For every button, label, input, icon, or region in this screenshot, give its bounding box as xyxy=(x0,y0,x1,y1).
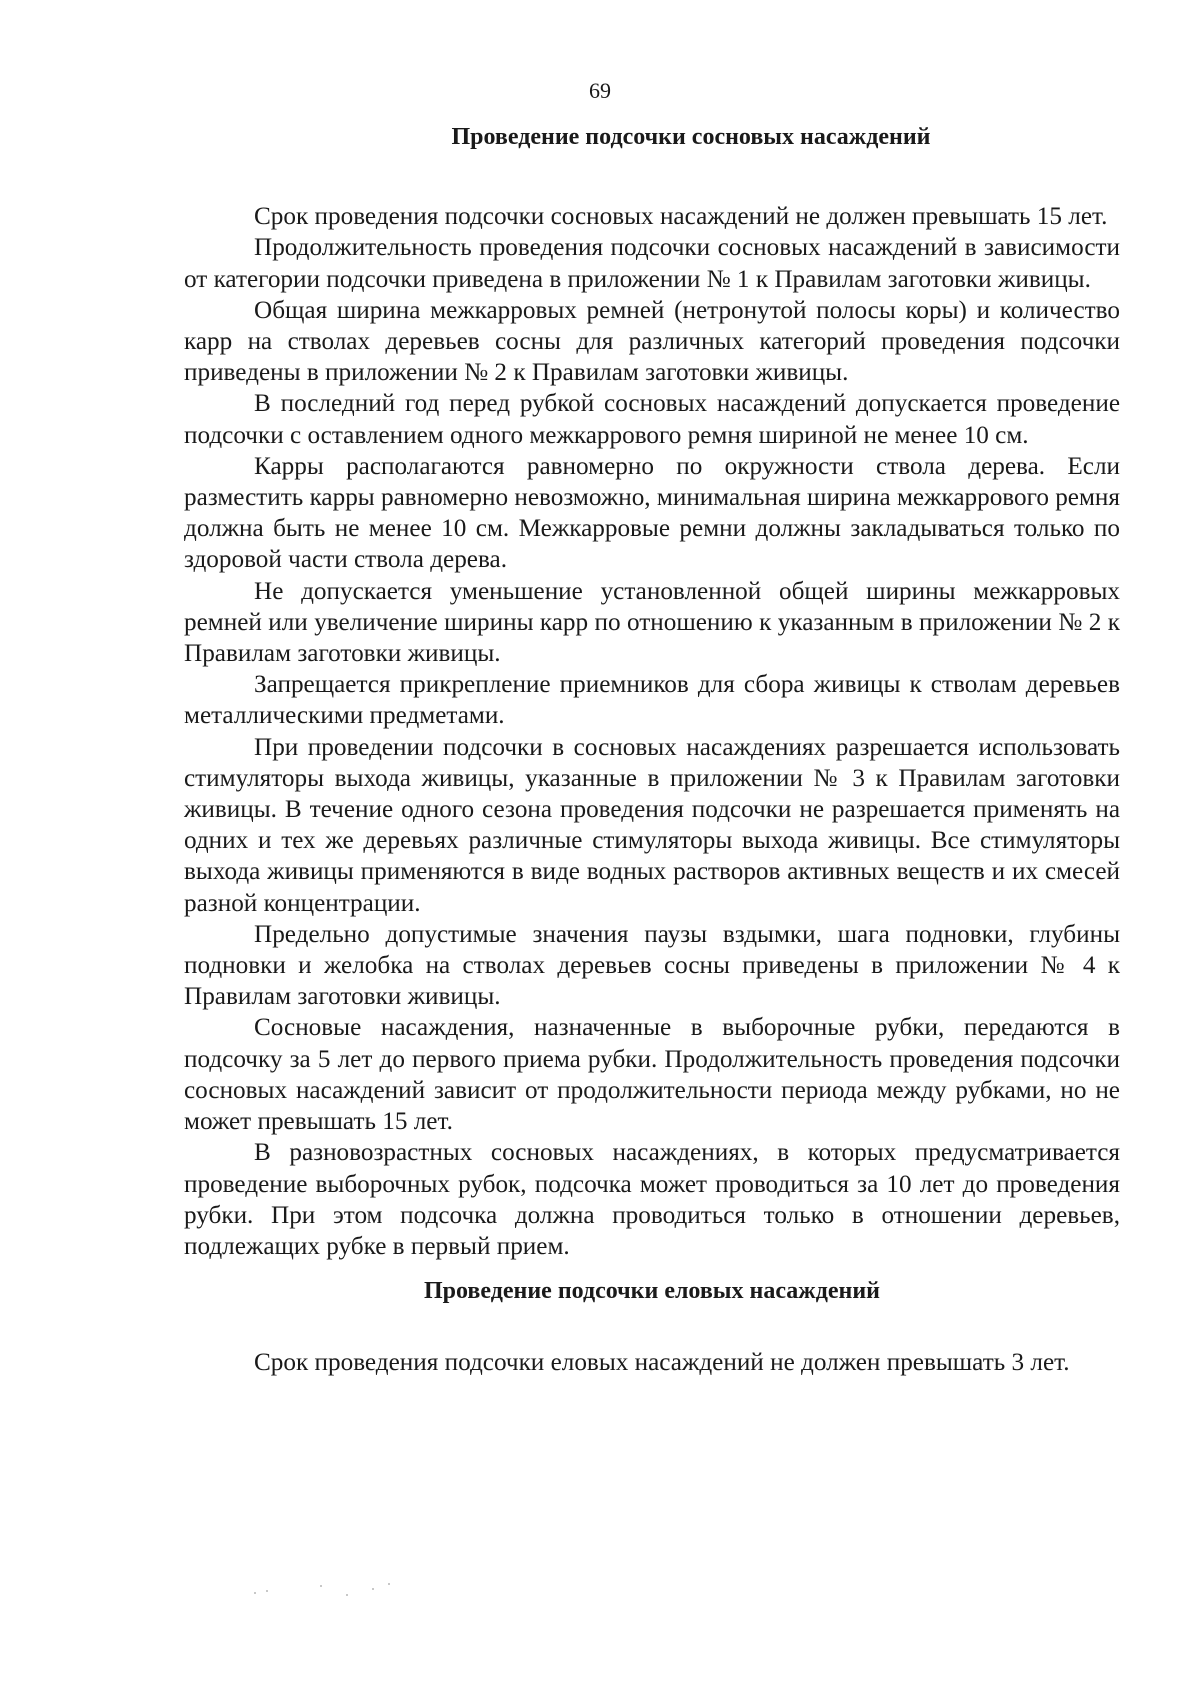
paragraph: При проведении подсочки в сосновых насаждениях разрешается использовать стимуляторы выхода живицы, указанные в приложении № 3 к Правилам заготовки живицы. В течение одного сезона проведения подсочки не разрешается применять на одних и тех же деревьях различные стимуляторы выхода живицы. Все стимуляторы выхода живицы применяются в виде водных растворов активных веществ и их смесей разной концентрации. xyxy=(184,733,1120,917)
paragraph: Не допускается уменьшение установленной общей ширины межкарровых ремней или увеличение ширины карр по отношению к указанным в приложении № 2 к Правилам заготовки живицы. xyxy=(184,577,1120,668)
paragraph: В разновозрастных сосновых насаждениях, в которых предусматривается проведение выборочных рубок, подсочка может проводиться за 10 лет до проведения рубки. При этом подсочка должна проводиться только в отношении деревьев, подлежащих рубке в первый прием. xyxy=(184,1139,1120,1260)
paragraph: Срок проведения подсочки сосновых насаждений не должен превышать 15 лет. xyxy=(254,203,1108,231)
paragraph: Карры располагаются равномерно по окружности ствола дерева. Если разместить карры равномерно невозможно, минимальная ширина межкаррового ремня должна быть не менее 10 см. Межкарровые ремни должны закладываться только по здоровой части ствола дерева. xyxy=(184,452,1120,574)
section-heading-pine: Проведение подсочки сосновых насаждений xyxy=(451,124,931,150)
page-body xyxy=(184,122,1120,1379)
paragraph: Запрещается прикрепление приемников для сбора живицы к стволам деревьев металлическими предметами. xyxy=(184,671,1120,730)
paragraph: Сосновые насаждения, назначенные в выборочные рубки, передаются в подсочку за 5 лет до первого приема рубки. Продолжительность проведения подсочки сосновых насаждений зависит от продолжительности периода между рубками, но не может превышать 15 лет. xyxy=(184,1014,1120,1136)
paragraph: Предельно допустимые значения паузы вздымки, шага подновки, глубины подновки и желобка на стволах деревьев сосны приведены в приложении № 4 к Правилам заготовки живицы. xyxy=(184,920,1120,1011)
paragraph: Продолжительность проведения подсочки сосновых насаждений в зависимости от категории подсочки приведена в приложении № 1 к Правилам заготовки живицы. xyxy=(184,234,1120,293)
scan-artifact xyxy=(250,1580,400,1600)
paragraph: Срок проведения подсочки еловых насаждений не должен превышать 3 лет. xyxy=(254,1349,1070,1377)
section-heading-spruce: Проведение подсочки еловых насаждений xyxy=(424,1278,880,1305)
paragraph: Общая ширина межкарровых ремней (нетронутой полосы коры) и количество карр на стволах деревьев сосны для различных категорий проведения подсочки приведены в приложении № 2 к Правилам заготовки живицы. xyxy=(184,296,1120,387)
page-number: 69 xyxy=(589,78,611,103)
paragraph: В последний год перед рубкой сосновых насаждений допускается проведение подсочки с оставлением одного межкаррового ремня шириной не менее 10 см. xyxy=(184,390,1120,449)
